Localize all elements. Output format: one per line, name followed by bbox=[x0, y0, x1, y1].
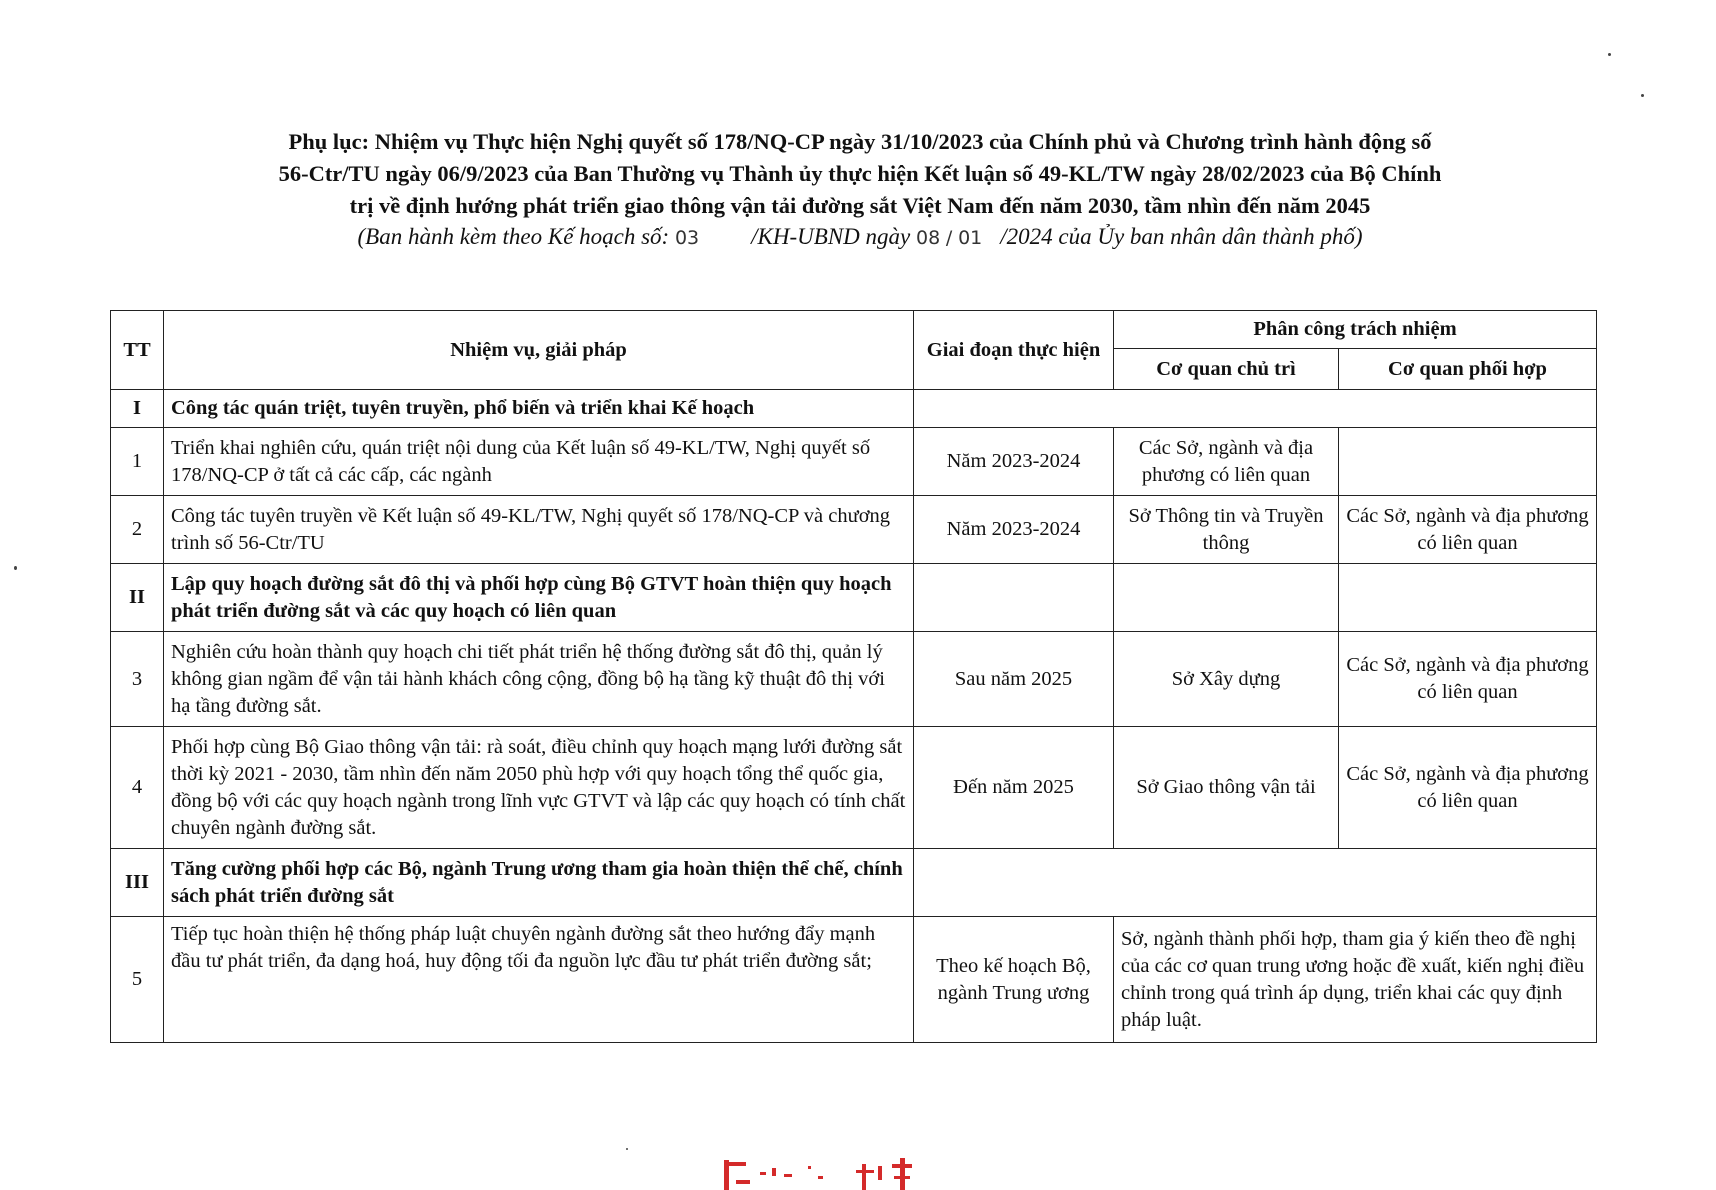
period-text: Đến năm 2025 bbox=[914, 727, 1114, 849]
section-row bbox=[111, 849, 1597, 917]
section-row bbox=[111, 564, 1597, 632]
empty-cell bbox=[914, 849, 1597, 917]
issuance-mid: /KH-UBND ngày bbox=[751, 224, 911, 249]
period-text: Sau năm 2025 bbox=[914, 632, 1114, 727]
scan-speck bbox=[1608, 53, 1611, 56]
empty-cell bbox=[914, 564, 1114, 632]
coordinating-agency: Các Sở, ngành và địa phương có liên quan bbox=[1339, 727, 1597, 849]
col-header-responsibility: Phân công trách nhiệm bbox=[1114, 311, 1597, 349]
coordinating-agency: Các Sở, ngành và địa phương có liên quan bbox=[1339, 496, 1597, 564]
task-text: Tiếp tục hoàn thiện hệ thống pháp luật chuyên ngành đường sắt theo hướng đẩy mạnh đầu tư phát triển, đa dạng hoá, huy động tối đa nguồn lực đầu tư phát triển đường sắt; bbox=[164, 917, 914, 1043]
lead-agency: Các Sở, ngành và địa phương có liên quan bbox=[1114, 428, 1339, 496]
scan-speck bbox=[626, 1148, 628, 1150]
row-number: 3 bbox=[111, 632, 164, 727]
period-text: Theo kế hoạch Bộ, ngành Trung ương bbox=[914, 917, 1114, 1043]
red-stamp-fragment bbox=[722, 1146, 932, 1190]
empty-cell bbox=[1114, 564, 1339, 632]
issue-month: 01 bbox=[958, 227, 983, 249]
row-number: 2 bbox=[111, 496, 164, 564]
row-number: 4 bbox=[111, 727, 164, 849]
section-title: Tăng cường phối hợp các Bộ, ngành Trung ương tham gia hoàn thiện thể chế, chính sách phát triển đường sắt bbox=[164, 849, 914, 917]
table-row bbox=[111, 727, 1597, 849]
task-text: Công tác tuyên truyền về Kết luận số 49-KL/TW, Nghị quyết số 178/NQ-CP và chương trình số 56-Ctr/TU bbox=[164, 496, 914, 564]
task-text: Phối hợp cùng Bộ Giao thông vận tải: rà soát, điều chỉnh quy hoạch mạng lưới đường sắt thời kỳ 2021 - 2030, tầm nhìn đến năm 2050 phù hợp với quy hoạch tổng thể quốc gia, đồng bộ với các quy hoạch ngành trong lĩnh vực GTVT và lập các quy hoạch có tính chất chuyên ngành đường sắt. bbox=[164, 727, 914, 849]
col-header-task: Nhiệm vụ, giải pháp bbox=[164, 311, 914, 390]
scan-speck bbox=[1641, 94, 1644, 97]
issuance-note bbox=[140, 222, 1580, 253]
issue-day: 08 bbox=[915, 227, 941, 249]
task-text: Nghiên cứu hoàn thành quy hoạch chi tiết phát triển hệ thống đường sắt đô thị, quản lý không gian ngầm để vận tải hành khách công cộng, đồng bộ hạ tầng kỹ thuật đô thị với hạ tầng đường sắt. bbox=[164, 632, 914, 727]
table-row bbox=[111, 917, 1597, 1043]
lead-agency: Sở Xây dựng bbox=[1114, 632, 1339, 727]
scan-speck bbox=[14, 566, 17, 570]
col-header-coordinate: Cơ quan phối hợp bbox=[1339, 349, 1597, 390]
section-numeral: III bbox=[111, 849, 164, 917]
period-text: Năm 2023-2024 bbox=[914, 496, 1114, 564]
empty-cell bbox=[914, 390, 1597, 428]
issuance-prefix: (Ban hành kèm theo Kế hoạch số: bbox=[357, 224, 670, 249]
col-header-lead: Cơ quan chủ trì bbox=[1114, 349, 1339, 390]
lead-agency: Sở Giao thông vận tải bbox=[1114, 727, 1339, 849]
row-number: 5 bbox=[111, 917, 164, 1043]
title-line-1: Phụ lục: Nhiệm vụ Thực hiện Nghị quyết số 178/NQ-CP ngày 31/10/2023 của Chính phủ và Chương trình hành động số bbox=[288, 129, 1432, 154]
coordinating-agency: Các Sở, ngành và địa phương có liên quan bbox=[1339, 632, 1597, 727]
section-numeral: II bbox=[111, 564, 164, 632]
header-row-1 bbox=[111, 311, 1597, 349]
section-title: Lập quy hoạch đường sắt đô thị và phối hợp cùng Bộ GTVT hoàn thiện quy hoạch phát triển đường sắt và các quy hoạch có liên quan bbox=[164, 564, 914, 632]
plan-number: 03 bbox=[674, 227, 700, 249]
section-title: Công tác quán triệt, tuyên truyền, phổ biến và triển khai Kế hoạch bbox=[164, 390, 914, 428]
table-row bbox=[111, 428, 1597, 496]
issuance-suffix: /2024 của Ủy ban nhân dân thành phố) bbox=[1000, 224, 1363, 249]
title-line-2: 56-Ctr/TU ngày 06/9/2023 của Ban Thường vụ Thành ủy thực hiện Kết luận số 49-KL/TW ngày 28/02/2023 của Bộ Chính bbox=[278, 161, 1442, 186]
table-row bbox=[111, 632, 1597, 727]
task-text: Triển khai nghiên cứu, quán triệt nội dung của Kết luận số 49-KL/TW, Nghị quyết số 178/NQ-CP ở tất cả các cấp, các ngành bbox=[164, 428, 914, 496]
date-separator: / bbox=[945, 227, 953, 249]
coordinating-agency bbox=[1339, 428, 1597, 496]
empty-cell bbox=[1339, 564, 1597, 632]
lead-agency: Sở Thông tin và Truyền thông bbox=[1114, 496, 1339, 564]
section-row bbox=[111, 390, 1597, 428]
title-line-3: trị về định hướng phát triển giao thông vận tải đường sắt Việt Nam đến năm 2030, tầm nhìn đến năm 2045 bbox=[349, 193, 1371, 218]
task-table bbox=[110, 310, 1597, 1043]
col-header-tt: TT bbox=[111, 311, 164, 390]
section-numeral: I bbox=[111, 390, 164, 428]
col-header-period: Giai đoạn thực hiện bbox=[914, 311, 1114, 390]
row-number: 1 bbox=[111, 428, 164, 496]
appendix-title bbox=[140, 126, 1580, 222]
table-row bbox=[111, 496, 1597, 564]
period-text: Năm 2023-2024 bbox=[914, 428, 1114, 496]
merged-responsibility: Sở, ngành thành phối hợp, tham gia ý kiến theo đề nghị của các cơ quan trung ương hoặc đề xuất, kiến nghị điều chỉnh trong quá trình áp dụng, triển khai các quy định pháp luật. bbox=[1114, 917, 1597, 1043]
